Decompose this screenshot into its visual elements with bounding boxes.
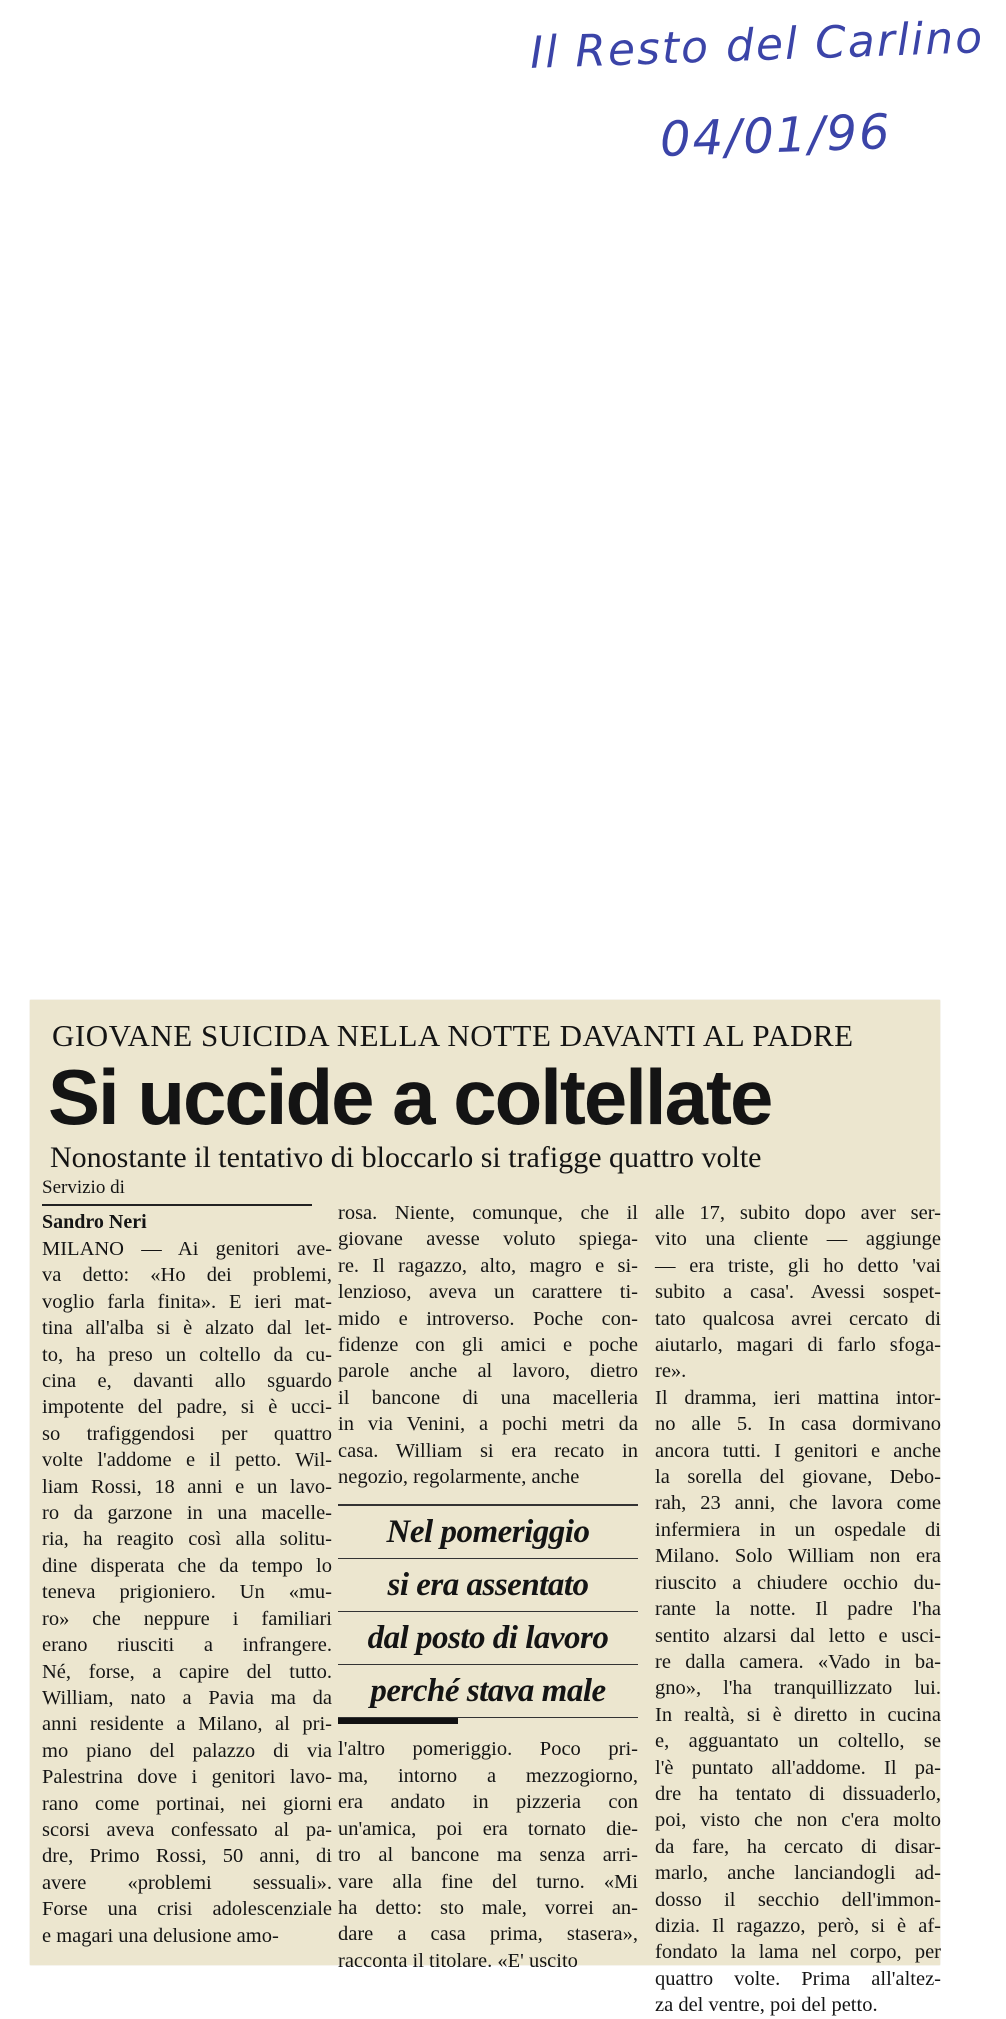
- handwritten-source-note: Il Resto del Carlino: [529, 12, 985, 79]
- text-line: volte l'addome e il petto. Wil-: [42, 1449, 332, 1472]
- text-line: scorsi aveva confessato al pa-: [42, 1818, 332, 1841]
- text-line: casa. William si era recato in: [338, 1439, 638, 1462]
- text-line: sentito alzarsi dal letto e usci-: [655, 1624, 941, 1647]
- text-line: mo piano del palazzo di via: [42, 1739, 332, 1762]
- newspaper-clipping: [30, 1000, 941, 2017]
- text-line: liam Rossi, 18 anni e un lavo-: [42, 1475, 332, 1498]
- text-line: un'amica, poi era tornato die-: [338, 1817, 638, 1840]
- text-line: teneva prigioniero. Un «mu-: [42, 1581, 332, 1604]
- text-line: ancora tutti. I genitori e anche: [655, 1439, 941, 1462]
- text-line: rah, 23 anni, che lavora come: [655, 1492, 941, 1515]
- text-line: ma, intorno a mezzogiorno,: [338, 1764, 638, 1787]
- text-line: gno», l'ha tranquillizzato lui.: [655, 1677, 941, 1700]
- text-line: voglio farla finita». E ieri mat-: [42, 1290, 332, 1313]
- text-line: rante la notte. Il padre l'ha: [655, 1598, 941, 1621]
- text-line: dre, Primo Rossi, 50 anni, di: [42, 1845, 332, 1868]
- article-headline: Si uccide a coltellate: [48, 1053, 772, 1141]
- text-line: parole anche al lavoro, dietro: [338, 1360, 638, 1383]
- text-line: vare alla fine del turno. «Mi: [338, 1870, 638, 1893]
- text-line: cina e, davanti allo sguardo: [42, 1370, 332, 1393]
- article-subheadline: Nonostante il tentativo di bloccarlo si trafigge quattro volte: [50, 1141, 762, 1174]
- text-line: to, ha preso un coltello da cu-: [42, 1343, 332, 1366]
- byline-prefix: Servizio di: [42, 1177, 125, 1198]
- text-line: ro» che neppure i familiari: [42, 1607, 332, 1630]
- text-line: la sorella del giovane, Debo-: [655, 1466, 941, 1489]
- text-line: dre ha tentato di dissuaderlo,: [655, 1782, 941, 1805]
- text-line: dine disperata che da tempo lo: [42, 1554, 332, 1577]
- handwritten-date-note: 04/01/96: [659, 103, 893, 169]
- text-line: Forse una crisi adolescenziale: [42, 1898, 332, 1921]
- column-3-text: [655, 1200, 941, 2019]
- text-line: anni residente a Milano, al pri-: [42, 1713, 332, 1736]
- text-line: so trafiggendosi per quattro: [42, 1422, 332, 1445]
- text-line: re dalla camera. «Vado in ba-: [655, 1650, 941, 1673]
- text-line: va detto: «Ho dei problemi,: [42, 1264, 332, 1287]
- text-line: za del ventre, poi del petto.: [655, 1994, 878, 2017]
- text-line: tato qualcosa avrei cercato di: [655, 1307, 941, 1330]
- pullquote-line: si era assentato: [338, 1559, 638, 1612]
- text-line: impotente del padre, si è ucci-: [42, 1396, 332, 1419]
- text-line: infermiera in un ospedale di: [655, 1518, 941, 1541]
- pullquote-rule: [338, 1718, 458, 1724]
- text-line: racconta il titolare. «E' uscito: [338, 1949, 578, 1972]
- text-line: William, nato a Pavia ma da: [42, 1686, 332, 1709]
- pullquote: [338, 1504, 638, 1724]
- text-line: mido e introverso. Poche con-: [338, 1307, 638, 1330]
- article-kicker: GIOVANE SUICIDA NELLA NOTTE DAVANTI AL PADRE: [52, 1018, 854, 1053]
- text-line: — era triste, gli ho detto 'vai: [655, 1254, 941, 1277]
- text-line: no alle 5. In casa dormivano: [655, 1413, 941, 1436]
- column-2-continued-text: [338, 1736, 638, 1974]
- text-line: dare a casa prima, stasera»,: [338, 1923, 638, 1946]
- text-line: Né, forse, a capire del tutto.: [42, 1660, 332, 1683]
- pullquote-line: dal posto di lavoro: [338, 1612, 638, 1665]
- text-line: Palestrina dove i genitori lavo-: [42, 1766, 332, 1789]
- text-line: vito una cliente — aggiunge: [655, 1228, 941, 1251]
- text-line: Il dramma, ieri mattina intor-: [655, 1386, 941, 1409]
- pullquote-line: perché stava male: [338, 1665, 638, 1718]
- pullquote-line: Nel pomeriggio: [338, 1506, 638, 1559]
- text-line: in via Venini, a pochi metri da: [338, 1413, 638, 1436]
- byline-author: Sandro Neri: [42, 1204, 312, 1236]
- text-line: MILANO — Ai genitori ave-: [42, 1238, 332, 1260]
- text-line: rano come portinai, nei giorni: [42, 1792, 332, 1815]
- article-column-2: [338, 1200, 638, 1974]
- text-line: ha detto: sto male, vorrei an-: [338, 1896, 638, 1919]
- text-line: il bancone di una macelleria: [338, 1386, 638, 1409]
- article-column-1: [42, 1176, 332, 1949]
- article-column-3: [655, 1200, 941, 2019]
- text-line: l'altro pomeriggio. Poco pri-: [338, 1738, 638, 1761]
- text-line: avere «problemi sessuali».: [42, 1871, 332, 1894]
- text-line: poi, visto che non c'era molto: [655, 1809, 941, 1832]
- text-line: erano riusciti a infrangere.: [42, 1634, 332, 1657]
- text-line: rosa. Niente, comunque, che il: [338, 1202, 638, 1224]
- text-line: alle 17, subito dopo aver ser-: [655, 1202, 941, 1224]
- text-line: e magari una delusione amo-: [42, 1924, 279, 1947]
- text-line: giovane avesse voluto spiega-: [338, 1228, 638, 1251]
- text-line: subito a casa'. Avessi sospet-: [655, 1281, 941, 1304]
- text-line: da fare, ha cercato di disar-: [655, 1835, 941, 1858]
- text-line: fondato la lama nel corpo, per: [655, 1941, 941, 1964]
- text-line: fidenze con gli amici e poche: [338, 1334, 638, 1357]
- text-line: ria, ha reagito così alla solitu-: [42, 1528, 332, 1551]
- text-line: l'è puntato all'addome. Il pa-: [655, 1756, 941, 1779]
- text-line: tro al bancone ma senza arri-: [338, 1844, 638, 1867]
- text-line: marlo, anche lanciandogli ad-: [655, 1862, 941, 1885]
- text-line: tina all'alba si è alzato dal let-: [42, 1317, 332, 1340]
- column-1-text: [42, 1236, 332, 1949]
- text-line: ro da garzone in una macelle-: [42, 1502, 332, 1525]
- text-line: e, agguantato un coltello, se: [655, 1730, 941, 1753]
- text-line: lenzioso, aveva un carattere ti-: [338, 1281, 638, 1304]
- text-line: Milano. Solo William non era: [655, 1545, 941, 1568]
- text-line: re. Il ragazzo, alto, magro e si-: [338, 1254, 638, 1277]
- text-line: aiutarlo, magari di farlo sfoga-: [655, 1334, 941, 1357]
- text-line: negozio, regolarmente, anche: [338, 1466, 580, 1489]
- text-line: riuscito a chiudere occhio du-: [655, 1571, 941, 1594]
- text-line: quattro volte. Prima all'altez-: [655, 1967, 941, 1990]
- text-line: In realtà, si è diretto in cucina: [655, 1703, 941, 1726]
- text-line: era andato in pizzeria con: [338, 1791, 638, 1814]
- text-line: dizia. Il ragazzo, però, si è af-: [655, 1914, 941, 1937]
- text-line: re».: [655, 1360, 687, 1383]
- text-line: dosso il secchio dell'immon-: [655, 1888, 941, 1911]
- column-2-text: [338, 1200, 638, 1490]
